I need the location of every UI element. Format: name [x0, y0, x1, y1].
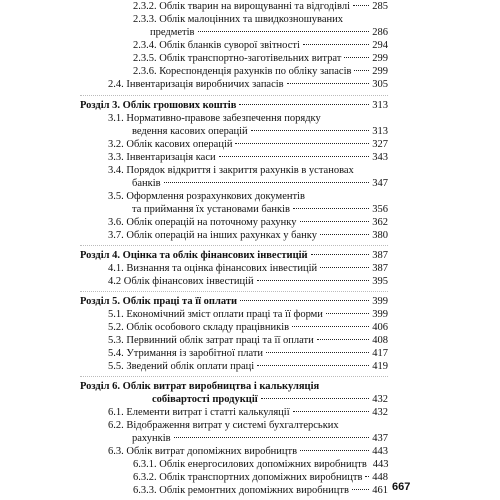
toc-entry-page: 347: [372, 178, 388, 189]
dot-leader: [317, 339, 370, 340]
toc-entry-label: 2.3.4. Облік бланків суворої звітності: [133, 40, 300, 51]
toc-entry-page: 294: [372, 40, 388, 51]
toc-entry-page: 448: [372, 472, 388, 483]
toc-entry-label: 5.1. Економічний зміст оплати праці та її форми: [108, 309, 323, 320]
toc-entry: [108, 151, 388, 164]
toc-entry-label: 6.1. Елементи витрат і статті калькуляції: [108, 407, 290, 418]
toc-entry-page: 356: [372, 204, 388, 215]
toc-entry: [108, 138, 388, 151]
toc-entry: [108, 216, 388, 229]
toc-entry-label: 5.2. Облік особового складу працівників: [108, 322, 290, 333]
toc-entry: [108, 445, 388, 458]
toc-entry: [133, 0, 388, 13]
dot-leader: [198, 31, 370, 32]
toc-entry-label: 3.5. Оформлення розрахункових документів: [108, 191, 305, 202]
toc-entry: [133, 484, 388, 497]
page-number: 667: [392, 481, 411, 493]
dot-leader: [320, 267, 369, 268]
toc-entry-page: 437: [372, 433, 388, 444]
toc-entry: [108, 321, 388, 334]
toc-entry: [108, 112, 388, 138]
section-divider: [80, 245, 388, 246]
toc-entry: [133, 13, 388, 39]
toc-entry-label: 2.3.5. Облік транспортно-заготівельних витрат: [133, 53, 342, 64]
toc-entry-label: 3.1. Нормативно-правове забезпечення порядку: [108, 113, 321, 124]
toc-entry-label: 6.3.2. Облік транспортних допоміжних виробництв: [133, 472, 363, 483]
toc-entry-page: 305: [372, 79, 388, 90]
toc-entry-page: 299: [372, 53, 388, 64]
dot-leader: [326, 313, 369, 314]
toc-section-label-continued: собівартості продукції: [152, 394, 258, 405]
toc-entry-label: 2.3.2. Облік тварин на вирощуванні та відгодівлі: [133, 1, 351, 12]
dot-leader: [300, 221, 370, 222]
toc-section-label: Розділ 4. Оцінка та облік фінансових інвестицій: [80, 250, 308, 261]
toc-entry-page: 406: [372, 322, 388, 333]
dot-leader: [251, 130, 370, 131]
toc-entry-page: 285: [372, 1, 388, 12]
dot-leader: [239, 104, 369, 105]
toc-entry-label: 6.3. Облік витрат допоміжних виробництв: [108, 446, 298, 457]
toc-entry-label: 3.4. Порядок відкриття і закриття рахунків в установах: [108, 165, 354, 176]
toc-entry-label: 2.3.3. Облік малоцінних та швидкозношуваних: [133, 14, 344, 25]
section-divider: [80, 291, 388, 292]
toc-entry-page: 380: [372, 230, 388, 241]
toc-section-heading: [80, 249, 388, 262]
toc-entry-label-continued: та приймання їх установами банків: [132, 204, 290, 215]
dot-leader: [174, 437, 370, 438]
toc-entry: [108, 275, 388, 288]
dot-leader: [240, 300, 369, 301]
toc-entry-label: 5.3. Первинний облік затрат праці та її оплати: [108, 335, 314, 346]
toc-entry-page: 461: [372, 485, 388, 496]
toc-entry-label: 6.2. Відображення витрат у системі бухгалтерських: [108, 420, 339, 431]
toc-section-heading: [80, 295, 388, 308]
dot-leader: [365, 476, 369, 477]
toc-entry: [108, 308, 388, 321]
dot-leader: [164, 182, 370, 183]
dot-leader: [320, 234, 369, 235]
toc-entry-label: 3.7. Облік операцій на інших рахунках у банку: [108, 230, 317, 241]
toc-section-label: Розділ 6. Облік витрат виробництва і калькуляція: [80, 381, 320, 392]
dot-leader: [257, 280, 370, 281]
dot-leader: [219, 156, 370, 157]
toc-entry-label: 3.3. Інвентаризація каси: [108, 152, 216, 163]
toc-entry-label: 3.6. Облік операцій на поточному рахунку: [108, 217, 297, 228]
toc-entry-label: 6.3.1. Облік енергосилових допоміжних виробництв: [133, 459, 367, 470]
dot-leader: [353, 5, 369, 6]
section-divider: [80, 95, 388, 96]
toc-entry: [108, 78, 388, 91]
toc-entry-page: 432: [372, 394, 388, 405]
toc-entry-label: 5.5. Зведений облік оплати праці: [108, 361, 255, 372]
dot-leader: [344, 57, 369, 58]
dot-leader: [293, 411, 370, 412]
toc-entry-label-continued: ведення касових операцій: [132, 126, 248, 137]
toc-entry: [108, 262, 388, 275]
dot-leader: [354, 70, 369, 71]
toc-entry-page: 399: [372, 309, 388, 320]
dot-leader: [352, 489, 369, 490]
dot-leader: [293, 208, 369, 209]
toc-entry-page: 343: [372, 152, 388, 163]
toc-entry: [108, 406, 388, 419]
dot-leader: [300, 450, 369, 451]
toc-entry-label: 2.4. Інвентаризація виробничих запасів: [108, 79, 284, 90]
toc-entry: [108, 360, 388, 373]
toc-entry: [108, 419, 388, 445]
toc-entry-page: 299: [372, 66, 388, 77]
dot-leader: [235, 143, 369, 144]
toc-entry-page: 395: [372, 276, 388, 287]
toc-entry-page: 362: [372, 217, 388, 228]
toc-entry-label-continued: банків: [132, 178, 161, 189]
toc-entry-page: 387: [372, 250, 388, 261]
toc-entry-label: 2.3.6. Кореспонденція рахунків по обліку запасів: [133, 66, 352, 77]
toc-entry-label: 4.1. Визнання та оцінка фінансових інвестицій: [108, 263, 318, 274]
dot-leader: [261, 398, 370, 399]
toc-entry: [108, 347, 388, 360]
dot-leader: [257, 365, 369, 366]
toc-entry: [133, 39, 388, 52]
toc-entry-page: 313: [372, 100, 388, 111]
section-divider: [80, 376, 388, 377]
toc-entry: [108, 229, 388, 242]
toc-entry-page: 419: [372, 361, 388, 372]
toc-entry: [133, 471, 388, 484]
toc-entry-page: 399: [372, 296, 388, 307]
toc-entry-page: 417: [372, 348, 388, 359]
toc-entry-page: 443: [372, 459, 389, 470]
toc-entry-page: 387: [372, 263, 388, 274]
toc-entry-label: 5.4. Утримання із заробітної плати: [108, 348, 264, 359]
toc-entry-page: 408: [372, 335, 388, 346]
toc-entry: [133, 458, 388, 471]
toc-entry: [108, 334, 388, 347]
toc-entry-page: 443: [372, 446, 388, 457]
toc-entry-label: 6.3.3. Облік ремонтних допоміжних виробництв: [133, 485, 349, 496]
toc-entry-label: 3.2. Облік касових операцій: [108, 139, 233, 150]
toc-entry-page: 286: [372, 27, 388, 38]
toc-entry-page: 313: [372, 126, 388, 137]
toc-entry: [133, 65, 388, 78]
toc-entry-label-continued: предметів: [150, 27, 195, 38]
toc-section-label: Розділ 3. Облік грошових коштів: [80, 100, 237, 111]
toc-entry-label-continued: рахунків: [132, 433, 171, 444]
dot-leader: [266, 352, 369, 353]
toc-entry: [108, 190, 388, 216]
toc-entry-page: 432: [372, 407, 388, 418]
toc-section-heading: [80, 99, 388, 112]
toc-section-label: Розділ 5. Облік праці та її оплати: [80, 296, 238, 307]
toc-entry-page: 327: [372, 139, 388, 150]
dot-leader: [303, 44, 369, 45]
dot-leader: [287, 83, 370, 84]
toc-entry-label: 4.2 Облік фінансових інвестицій: [108, 276, 254, 287]
dot-leader: [292, 326, 369, 327]
toc-entry: [108, 164, 388, 190]
toc-entry: [133, 52, 388, 65]
dot-leader: [311, 254, 370, 255]
toc-section-heading: [80, 380, 388, 406]
